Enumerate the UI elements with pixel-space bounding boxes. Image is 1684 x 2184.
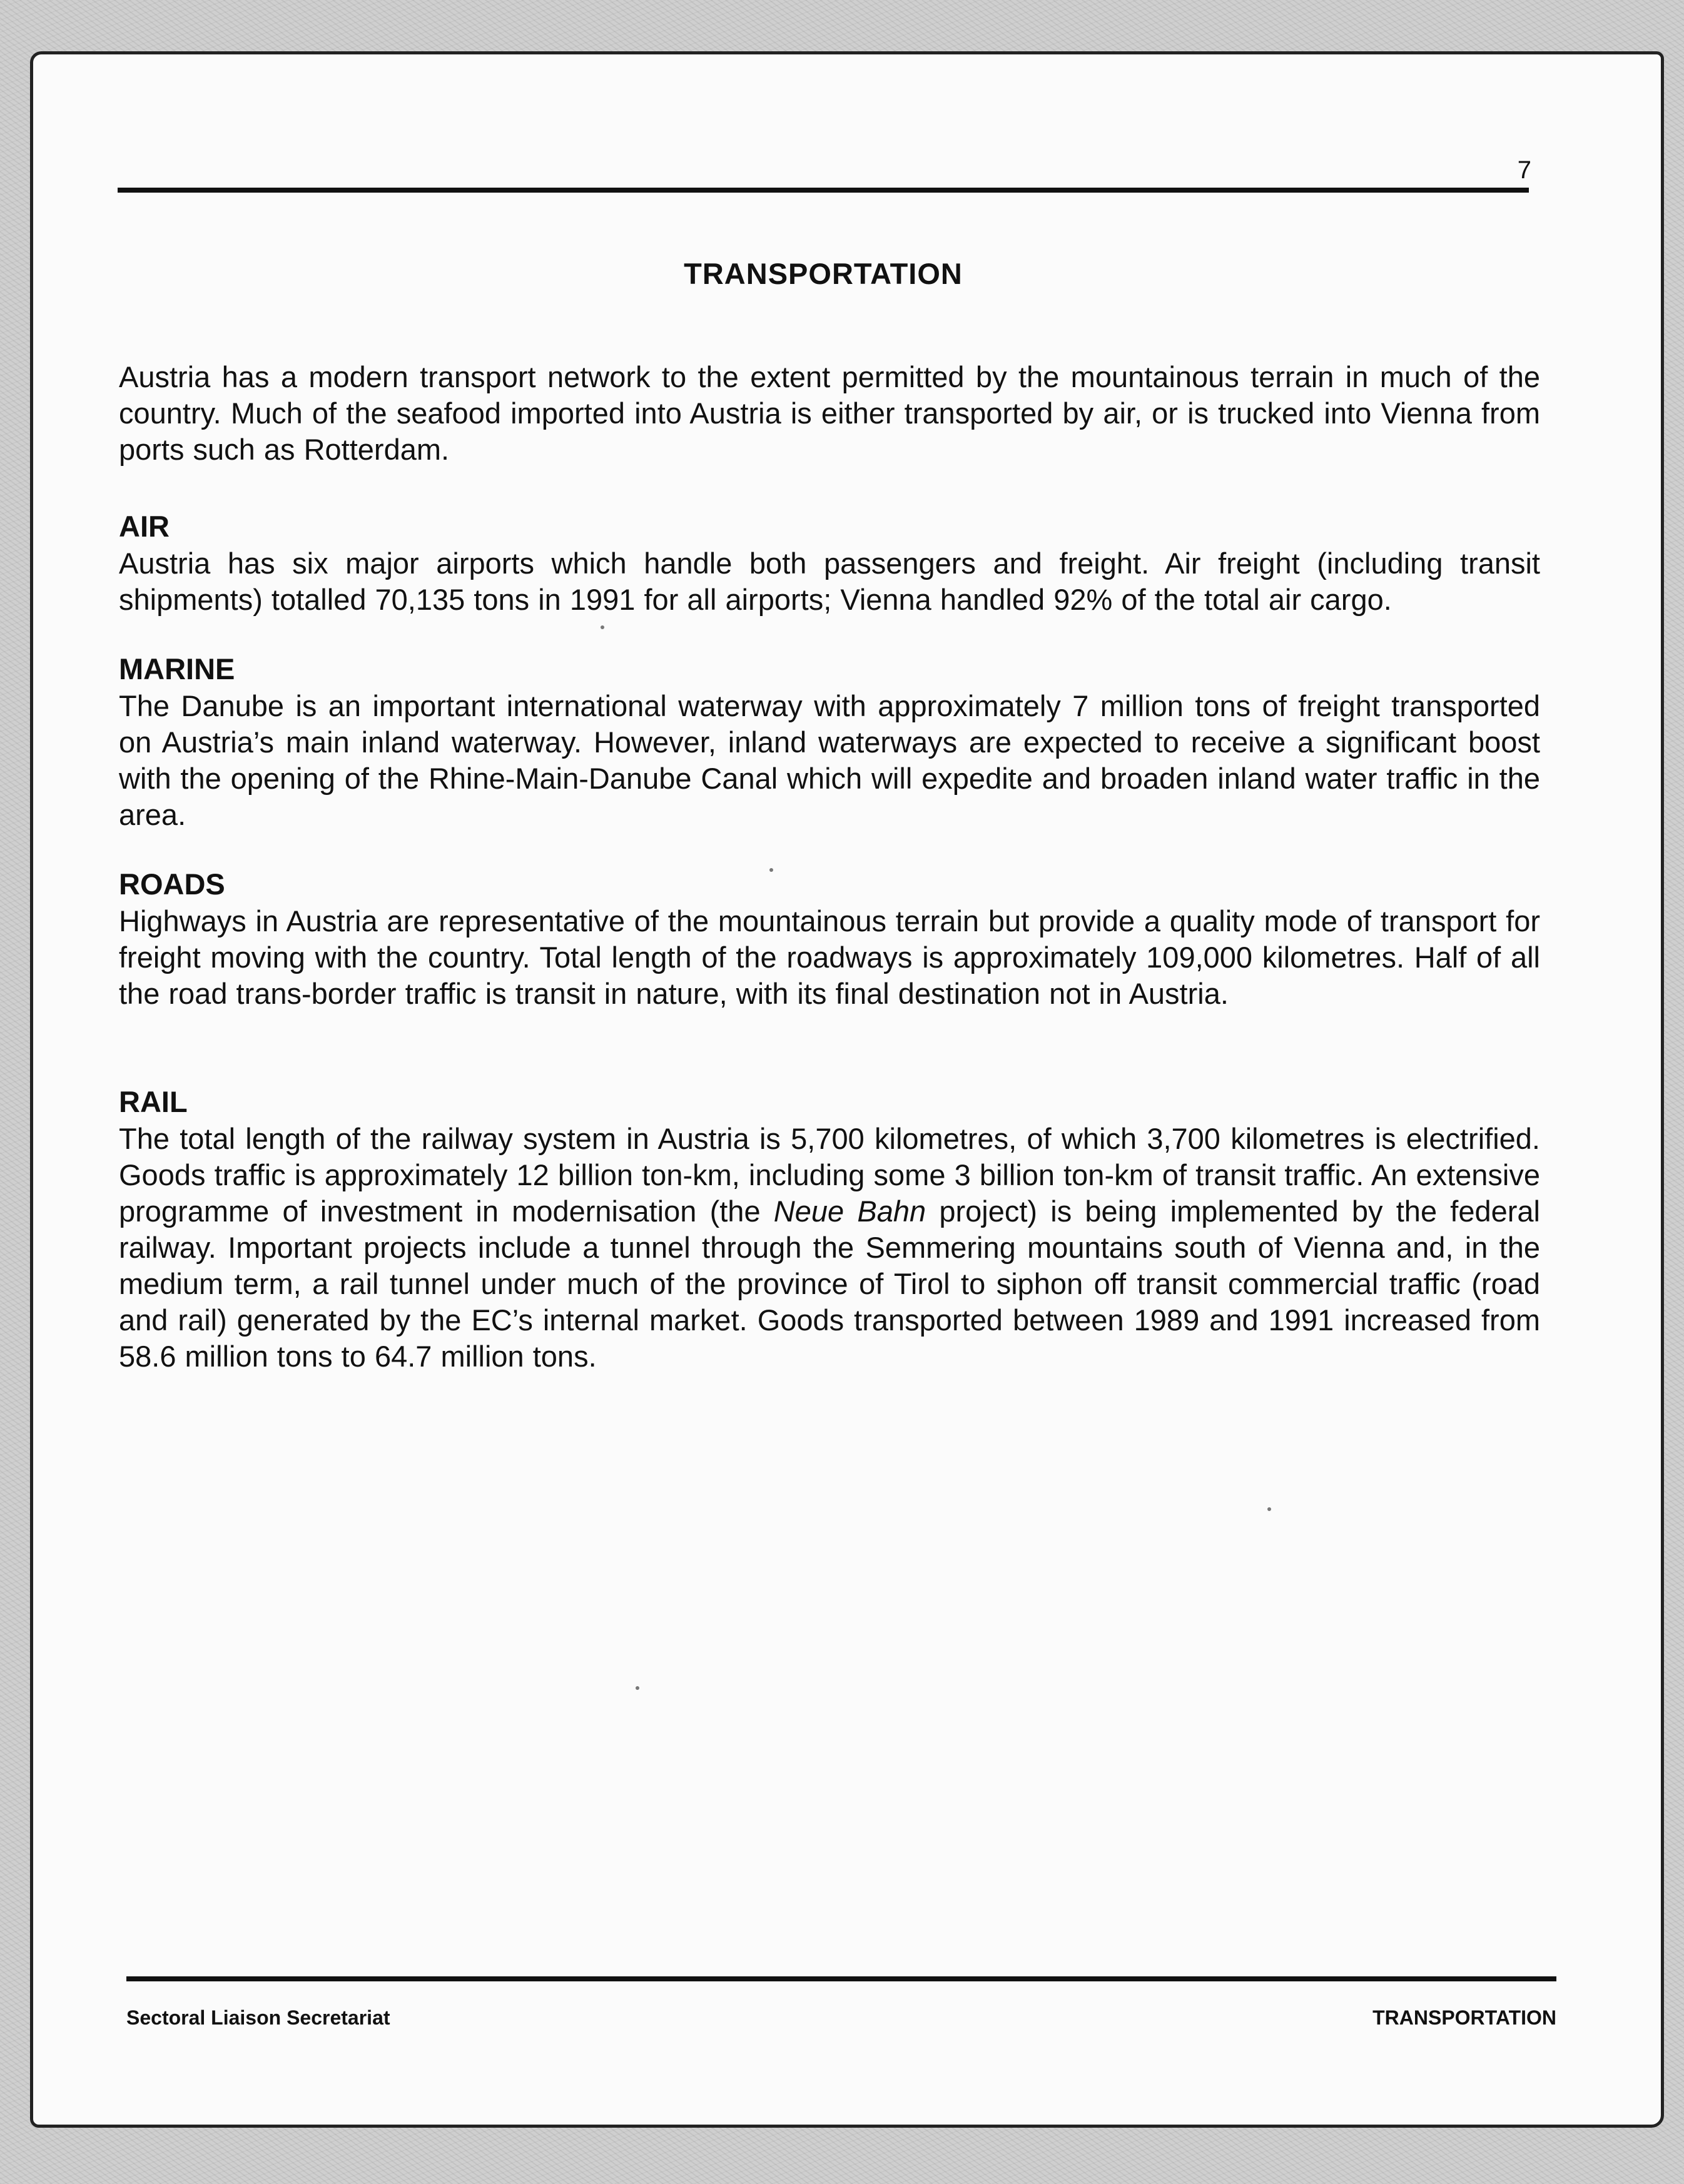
section-text-air: Austria has six major airports which handle both passengers and freight. Air freight (including transit shipments) totalled 70,135 tons in 1991 for all airports; Vienna handled 92% of the total air cargo.	[119, 547, 1540, 616]
section-marine	[119, 650, 1540, 833]
scan-speck	[769, 868, 773, 872]
section-text-rail	[119, 1121, 1540, 1375]
rail-text-part-1: The total length of the railway system in Austria is 5,700 kilometres, of which 3,700 kilometres is electrified. Goods traffic is approximately 12 billion ton-km, including some 3 billion ton-km of transit traffic. An extensive programme of investment in modernisation (the	[119, 1122, 1540, 1228]
footer-rule	[126, 1976, 1556, 1981]
section-rail	[119, 1083, 1540, 1375]
footer-organization: Sectoral Liaison Secretariat	[126, 2006, 390, 2029]
section-heading-rail: RAIL	[119, 1085, 188, 1118]
section-heading-air: AIR	[119, 510, 170, 543]
scan-speck	[1267, 1507, 1271, 1511]
section-air	[119, 508, 1540, 618]
header-rule	[118, 188, 1529, 193]
scan-speck	[601, 625, 604, 629]
section-heading-marine: MARINE	[119, 652, 235, 685]
footer-section-title: TRANSPORTATION	[1372, 2006, 1556, 2029]
rail-italic-project-name: Neue Bahn	[773, 1195, 926, 1228]
section-roads	[119, 866, 1540, 1012]
page-title: TRANSPORTATION	[684, 257, 963, 290]
rail-text-part-2: project) is being implemented by the federal railway. Important projects include a tunnel through the Semmering mountains south of Vienna and, in the medium term, a rail tunnel under much of the province of Tirol to siphon off transit commercial traffic (road and rail) generated by the EC’s internal market. Goods transported between 1989 and 1991 increased from 58.6 million tons to 64.7 million tons.	[119, 1195, 1541, 1373]
intro-block	[119, 359, 1540, 468]
section-text-marine: The Danube is an important international waterway with approximately 7 million tons of freight transported on Austria’s main inland waterway. However, inland waterways are expected to receive a significant boost with the opening of the Rhine-Main-Danube Canal which will expedite and broaden inland water traffic in the area.	[119, 689, 1540, 831]
page-number: 7	[1517, 156, 1531, 184]
scan-speck	[636, 1686, 639, 1690]
section-text-roads: Highways in Austria are representative of the mountainous terrain but provide a quality mode of transport for freight moving with the country. Total length of the roadways is approximately 109,000 kilometres. Half of all the road trans-border traffic is transit in nature, with its final destination not in Austria.	[119, 904, 1540, 1010]
intro-paragraph: Austria has a modern transport network to the extent permitted by the mountainous terrain in much of the country. Much of the seafood imported into Austria is either transported by air, or is trucked into Vienna from ports such as Rotterdam.	[119, 360, 1540, 466]
section-heading-roads: ROADS	[119, 867, 225, 901]
